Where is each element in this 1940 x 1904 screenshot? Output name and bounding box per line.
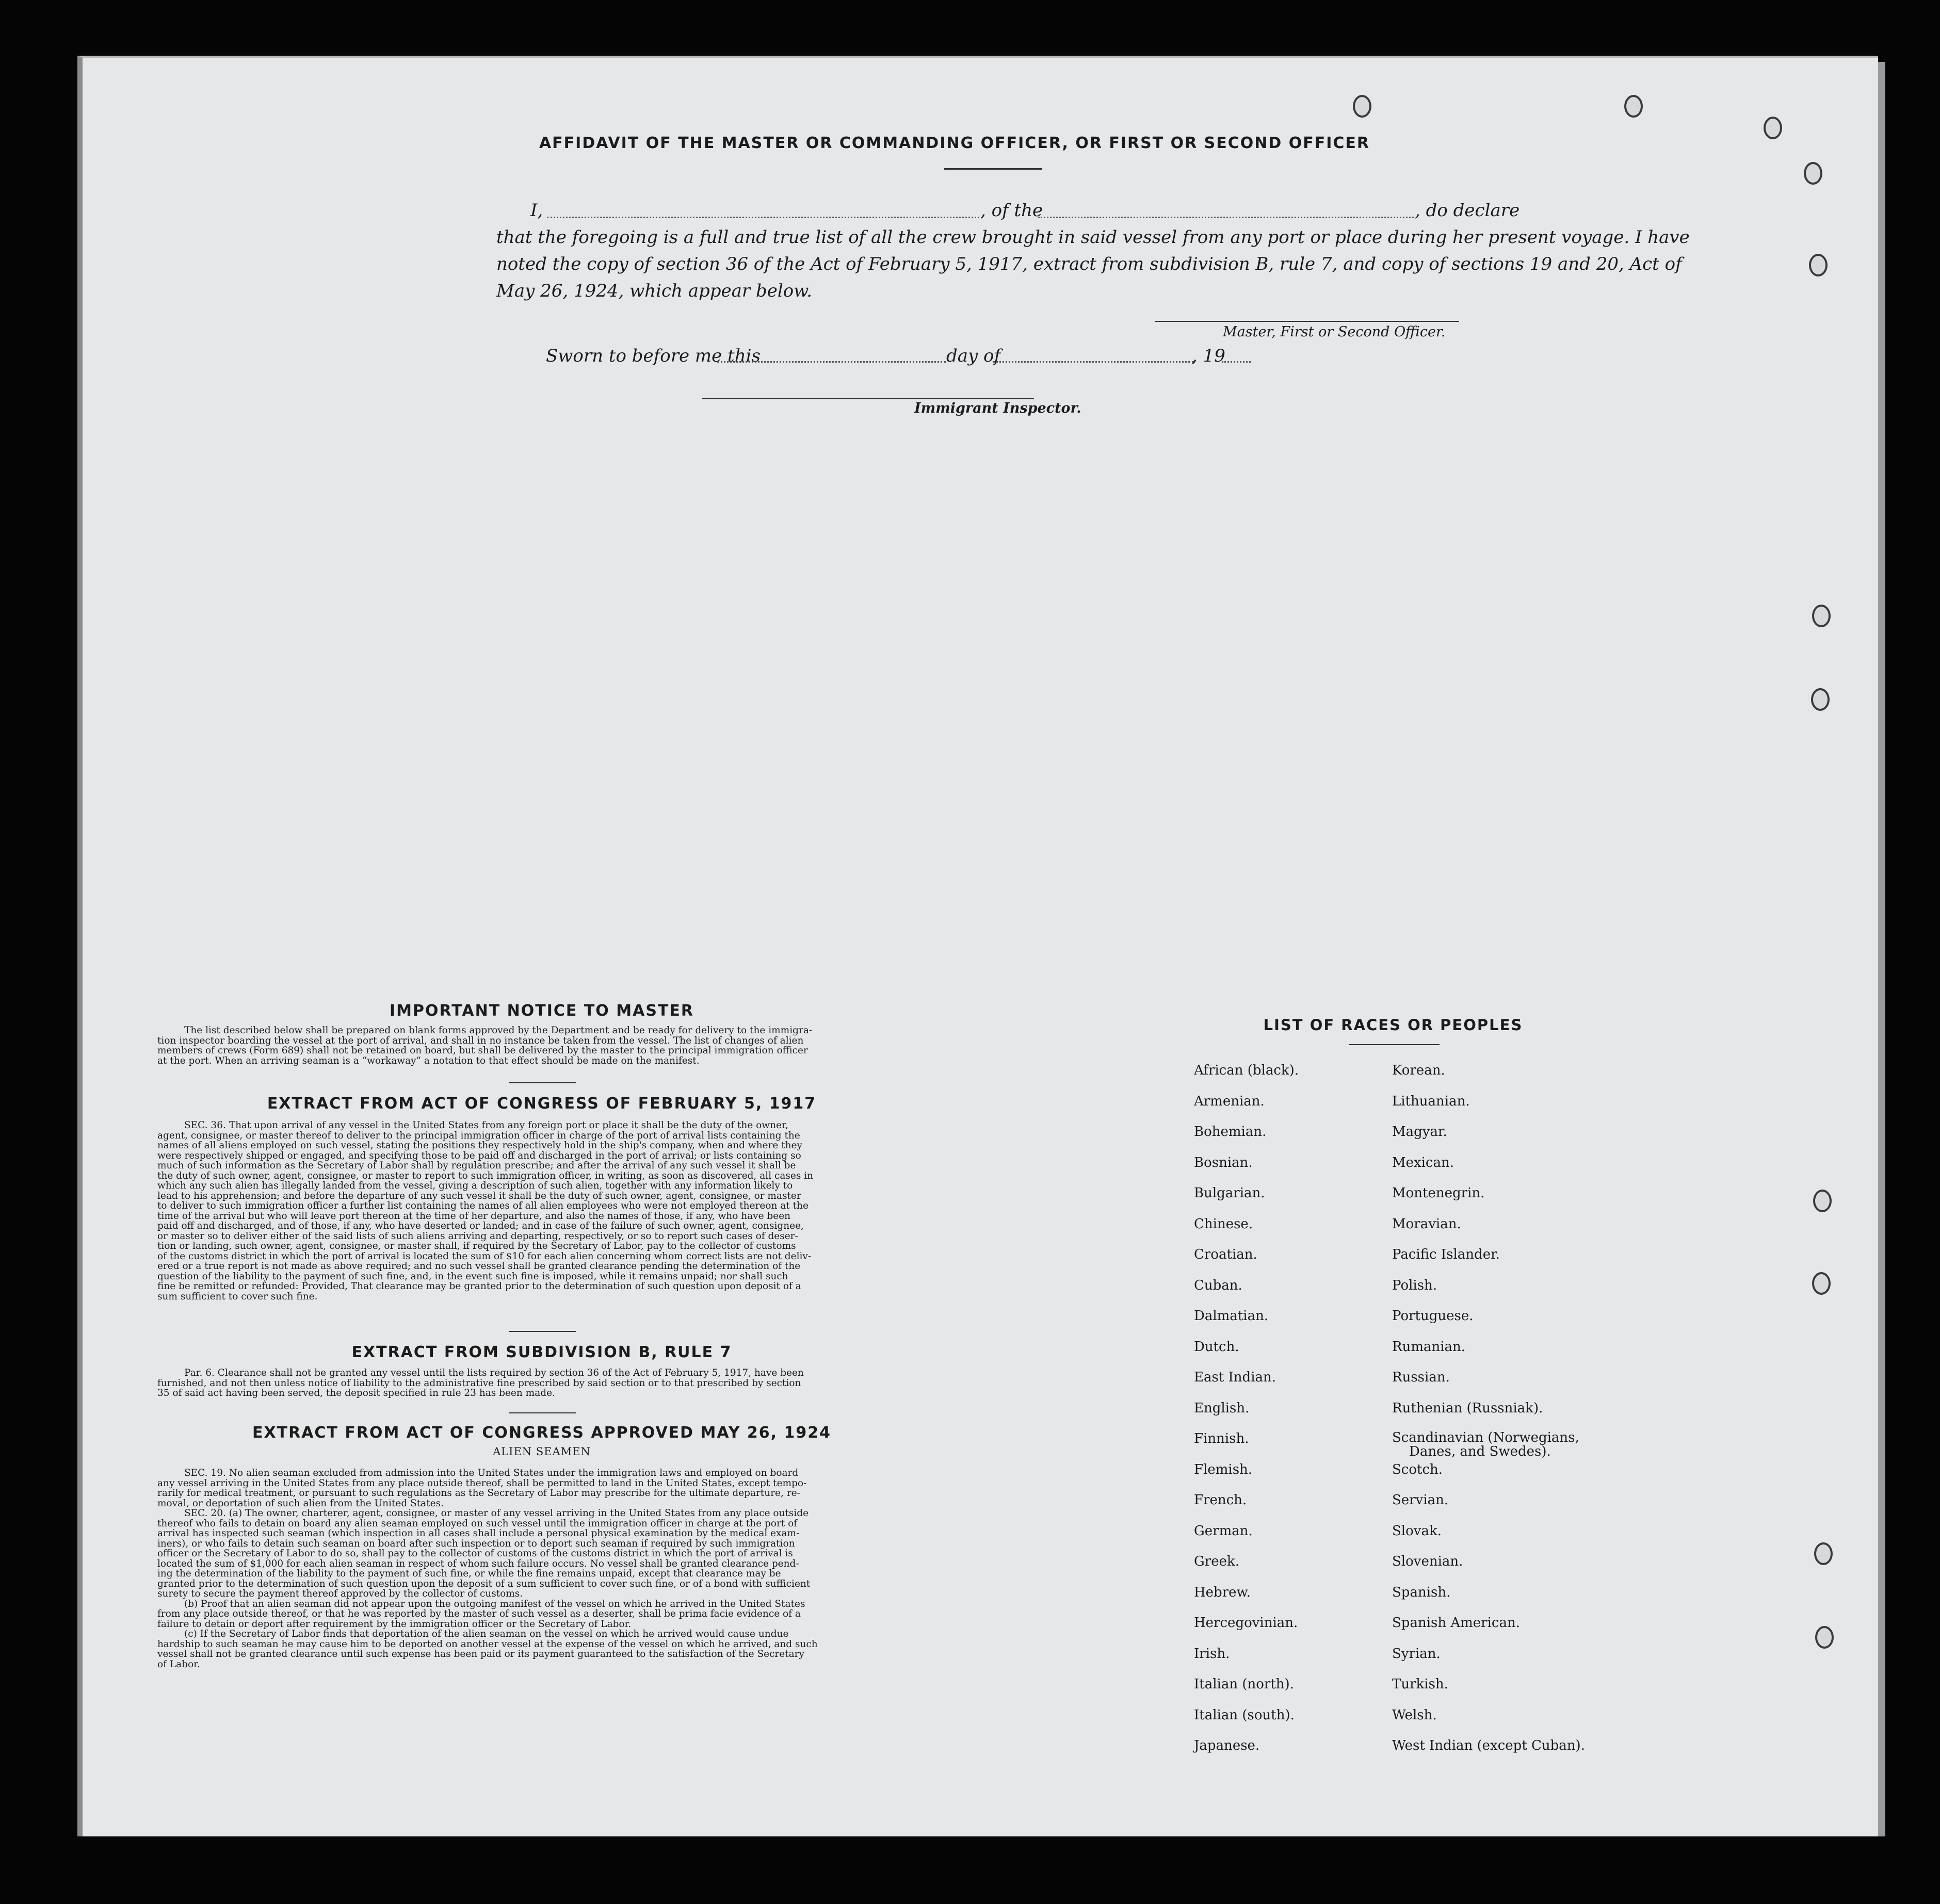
extract-line: SEC. 20. (a) The owner, charterer, agent, consignee, or master of any vessel arriving in the United States from any place outside (184, 1508, 809, 1519)
extract-line: ered or a true report is not made as above required; and no such vessel shall be granted clearance pending the determination of the (157, 1261, 801, 1272)
binder-hole-icon (1764, 117, 1782, 139)
extract-line: granted prior to the determination of such question upon the deposit of a sum sufficient to cover such fine, or of a bond with sufficient (157, 1578, 811, 1589)
race-item: Turkish. (1392, 1677, 1448, 1692)
race-item: Italian (north). (1194, 1677, 1294, 1692)
race-item: Rumanian. (1392, 1339, 1466, 1355)
race-item: German. (1194, 1523, 1253, 1539)
notice-body (157, 1026, 924, 1066)
section-divider (509, 1412, 576, 1413)
race-item: Mexican. (1392, 1154, 1454, 1170)
extract-line: arrival has inspected such seaman (which inspection in all cases shall include a personal physical examination by the medical exam- (157, 1528, 800, 1539)
extract-line: lead to his apprehension; and before the departure of any such vessel it shall be the duty of such owner, agent, consignee, or master (157, 1190, 801, 1201)
page-edge (1878, 62, 1885, 1836)
binder-hole-icon (1812, 605, 1831, 627)
extract-1917-title: EXTRACT FROM ACT OF CONGRESS OF FEBRUARY 5, 1917 (267, 1095, 817, 1113)
extract-line: the duty of such owner, agent, consignee, or master to report to such immigration officer, in writing, as soon as discovered, all cases in (157, 1170, 814, 1181)
notice-line: tion inspector boarding the vessel at the port of arrival, and shall in no instance be taken from the vessel. The list of changes of alien (157, 1035, 804, 1046)
notice-title: IMPORTANT NOTICE TO MASTER (390, 1002, 694, 1020)
extract-line: Par. 6. Clearance shall not be granted any vessel until the lists required by section 36 of the Act of February 5, 1917, have been (184, 1368, 804, 1378)
race-item: African (black). (1194, 1063, 1299, 1078)
extract-line: rarily for medical treatment, or pursuant to such regulations as the Secretary of Labor may prescribe for the ultimate departure, re- (157, 1488, 800, 1499)
extract-line: of Labor. (157, 1658, 200, 1670)
race-item: Welsh. (1392, 1707, 1437, 1723)
extract-line: SEC. 36. That upon arrival of any vessel in the United States from any foreign port or place it shall be the duty of the owner, (184, 1120, 788, 1131)
race-item: Dutch. (1194, 1339, 1239, 1355)
race-item: Ruthenian (Russniak). (1392, 1400, 1543, 1416)
affidavit-of-the-label: , of the (980, 200, 1043, 221)
binder-hole-icon (1809, 254, 1828, 276)
extract-line: names of all aliens employed on such vessel, stating the positions they respectively hold in the ship's company, when and where they (157, 1140, 802, 1151)
extract-line: vessel shall not be granted clearance until such expense has been paid or its payment guaranteed to the satisfaction of the Secretary (157, 1649, 804, 1659)
title-divider (944, 168, 1042, 170)
race-item: Spanish. (1392, 1584, 1451, 1600)
race-item: Slovak. (1392, 1523, 1442, 1539)
race-item: Servian. (1392, 1492, 1449, 1508)
extract-1917-body (157, 1120, 924, 1301)
race-item: Japanese. (1194, 1738, 1260, 1753)
race-item: Portuguese. (1392, 1308, 1474, 1324)
declarant-name-field[interactable] (547, 217, 979, 218)
sworn-day-field[interactable] (717, 361, 946, 363)
binder-hole-icon (1813, 1190, 1832, 1212)
day-of-label: day of (946, 346, 1001, 366)
section-divider (509, 1331, 576, 1332)
race-item: Magyar. (1392, 1124, 1447, 1140)
race-item: Finnish. (1194, 1431, 1249, 1446)
extract-line: furnished, and not then unless notice of liability to the administrative fine prescribed by said section or to that prescribed by section (157, 1377, 801, 1389)
affidavit-text-line: noted the copy of section 36 of the Act of February 5, 1917, extract from subdivision B, rule 7, and copy of sections 19 and 20, Act of (496, 254, 1682, 274)
extract-line: moval, or deportation of such alien from the United States. (157, 1498, 444, 1509)
affidavit-title: AFFIDAVIT OF THE MASTER OR COMMANDING OFFICER, OR FIRST OR SECOND OFFICER (539, 134, 1370, 152)
race-item: Flemish. (1194, 1461, 1253, 1477)
affidavit-text-line: that the foregoing is a full and true list of all the crew brought in said vessel from any port or place during her present voyage. I have (496, 227, 1690, 248)
race-item: Bosnian. (1194, 1154, 1253, 1170)
extract-line: sum sufficient to cover such fine. (157, 1291, 318, 1302)
extract-line: located the sum of $1,000 for each alien seaman in respect of whom such failure occurs. No vessel shall be granted clearance pend- (157, 1558, 799, 1569)
extract-line: (c) If the Secretary of Labor finds that deportation of the alien seaman on the vessel on which he arrived would cause undue (184, 1629, 789, 1639)
extract-line: failure to detain or deport after requirement by the immigration officer or the Secretary of Labor. (157, 1618, 632, 1630)
extract-line: fine be remitted or refunded: Provided, That clearance may be granted prior to the determination of such question upon deposit of a (157, 1281, 801, 1292)
extract-line: which any such alien has illegally landed from the vessel, giving a description of such alien, together with any information likely to (157, 1180, 793, 1191)
extract-line: 35 of said act having been served, the deposit specified in rule 23 has been made. (157, 1388, 555, 1398)
race-item: Korean. (1392, 1063, 1445, 1078)
race-item: Syrian. (1392, 1646, 1441, 1662)
extract-line: question of the liability to the payment of such fine, and, in the event such fine is imposed, while it remains unpaid; nor shall such (157, 1271, 788, 1282)
extract-line: (b) Proof that an alien seaman did not appear upon the outgoing manifest of the vessel on which he arrived in the United States (184, 1598, 805, 1609)
race-item: Hebrew. (1194, 1584, 1251, 1600)
race-item: Lithuanian. (1392, 1093, 1470, 1109)
extract-line: agent, consignee, or master thereof to deliver to the principal immigration officer in charge of the port of arrival lists containing the (157, 1130, 800, 1141)
race-item: Croatian. (1194, 1247, 1257, 1262)
extract-line: were respectively shipped or engaged, and specifying those to be paid off and discharged in the port of arrival; or lists containing so (157, 1150, 801, 1161)
extract-rule7-body (157, 1368, 924, 1398)
race-item: Chinese. (1194, 1216, 1253, 1232)
extract-line: or master so to deliver either of the said lists of such aliens arriving and departing, respectively, or so to report such cases of deser- (157, 1230, 798, 1242)
race-item: Greek. (1194, 1554, 1239, 1569)
extract-1924-subtitle: ALIEN SEAMEN (493, 1445, 591, 1458)
binder-hole-icon (1814, 1542, 1833, 1565)
master-signature-label: Master, First or Second Officer. (1223, 324, 1446, 340)
race-item: East Indian. (1194, 1370, 1276, 1385)
race-item: Armenian. (1194, 1093, 1265, 1109)
inspector-label: Immigrant Inspector. (914, 400, 1081, 416)
races-divider (1349, 1044, 1440, 1045)
race-item: Dalmatian. (1194, 1308, 1269, 1324)
extract-line: much of such information as the Secretary of Labor shall by regulation prescribe; and after the arrival of any such vessel it shall be (157, 1160, 796, 1171)
notice-line: at the port. When an arriving seaman is a “workaway” a notation to that effect should be made on the manifest. (157, 1055, 700, 1066)
vessel-name-field[interactable] (1038, 217, 1414, 218)
extract-line: tion or landing, such owner, agent, consignee, or master shall, if required by the Secretary of Labor, pay to the collector of customs (157, 1241, 796, 1251)
extract-line: time of the arrival but who will leave port thereon at the time of her departure, and also the names of those, if any, who have been (157, 1210, 791, 1222)
binder-hole-icon (1812, 1272, 1831, 1295)
extract-line: SEC. 19. No alien seaman excluded from admission into the United States under the immigration laws and employed on board (184, 1468, 799, 1478)
race-item: Hercegovinian. (1194, 1615, 1298, 1631)
race-item: West Indian (except Cuban). (1392, 1738, 1585, 1753)
notice-line: members of crews (Form 689) shall not be retained on board, but shall be delivered by the master to the principal immigration officer (157, 1045, 808, 1056)
binder-hole-icon (1815, 1626, 1834, 1649)
extract-line: any vessel arriving in the United States from any place outside thereof, shall be permitted to land in the United States, except tempo- (157, 1477, 807, 1489)
binder-hole-icon (1353, 95, 1371, 118)
race-item: French. (1194, 1492, 1247, 1508)
extract-1924-title: EXTRACT FROM ACT OF CONGRESS APPROVED MAY 26, 1924 (252, 1424, 831, 1442)
extract-1924-body (157, 1468, 924, 1669)
extract-line: from any place outside thereof, or that he was reported by the master of such vessel as a deserter, shall be prima facie evidence of a (157, 1608, 801, 1619)
extract-line: officer or the Secretary of Labor to do so, shall pay to the collector of customs of the customs district in which the port of arrival is (157, 1548, 793, 1559)
inspector-signature-line[interactable] (702, 398, 1034, 399)
race-item: Irish. (1194, 1646, 1230, 1662)
race-item: Russian. (1392, 1370, 1450, 1385)
affidavit-text-line: May 26, 1924, which appear below. (496, 281, 813, 301)
section-divider (509, 1082, 576, 1083)
extract-line: paid off and discharged, and of those, if any, who have deserted or landed; and in case of the failure of such owner, agent, consignee, (157, 1220, 804, 1231)
race-item: Moravian. (1392, 1216, 1461, 1232)
extract-line: iners), or who fails to detain such seaman on board after such inspection or to deport such seaman if required by such immigration (157, 1538, 795, 1549)
race-item: Scotch. (1392, 1461, 1443, 1477)
extract-line: hardship to such seaman he may cause him to be deported on another vessel at the expense of the vessel on which he arrived, and such (157, 1638, 818, 1650)
sworn-year-field[interactable] (1222, 361, 1251, 363)
master-signature-line[interactable] (1155, 321, 1459, 322)
extract-line: surety to secure the payment thereof approved by the collector of customs. (157, 1588, 523, 1599)
extract-line: of the customs district in which the port of arrival is located the sum of $10 for each alien concerning whom correct lists are not deliv- (157, 1250, 812, 1262)
extract-rule7-title: EXTRACT FROM SUBDIVISION B, RULE 7 (351, 1343, 732, 1361)
race-item: Cuban. (1194, 1277, 1242, 1293)
extract-line: to deliver to such immigration officer a further list containing the names of all alien employees who were not employed thereon at the (157, 1200, 809, 1211)
extract-line: ing the determination of the liability to the payment of such fine, or while the fine remains unpaid, except that clearance may be (157, 1568, 781, 1579)
race-item: Spanish American. (1392, 1615, 1521, 1631)
extract-line: thereof who fails to detain on board any alien seaman employed on such vessel until the immigration officer in charge at the port of (157, 1518, 798, 1529)
notice-line: The list described below shall be prepared on blank forms approved by the Department and be ready for delivery to the immigra- (184, 1025, 813, 1036)
race-item: Polish. (1392, 1277, 1437, 1293)
races-title: LIST OF RACES OR PEOPLES (1263, 1016, 1523, 1034)
sworn-label: Sworn to before me this (546, 346, 761, 366)
race-item: Bohemian. (1194, 1124, 1267, 1140)
binder-hole-icon (1624, 95, 1643, 118)
binder-hole-icon (1804, 162, 1822, 185)
race-item: Slovenian. (1392, 1554, 1463, 1569)
race-item: English. (1194, 1400, 1250, 1416)
race-item: Bulgarian. (1194, 1185, 1265, 1201)
race-item: Italian (south). (1194, 1707, 1295, 1723)
race-item: Scandinavian (Norwegians, Danes, and Swedes). (1392, 1430, 1579, 1459)
race-item: Pacific Islander. (1392, 1247, 1500, 1262)
sworn-month-field[interactable] (993, 361, 1194, 363)
year-label: , 19 (1192, 346, 1225, 366)
affidavit-declare-label: , do declare (1415, 200, 1520, 221)
binder-hole-icon (1811, 688, 1830, 711)
race-item: Montenegrin. (1392, 1185, 1485, 1201)
affidavit-i-label: I, (530, 200, 543, 221)
